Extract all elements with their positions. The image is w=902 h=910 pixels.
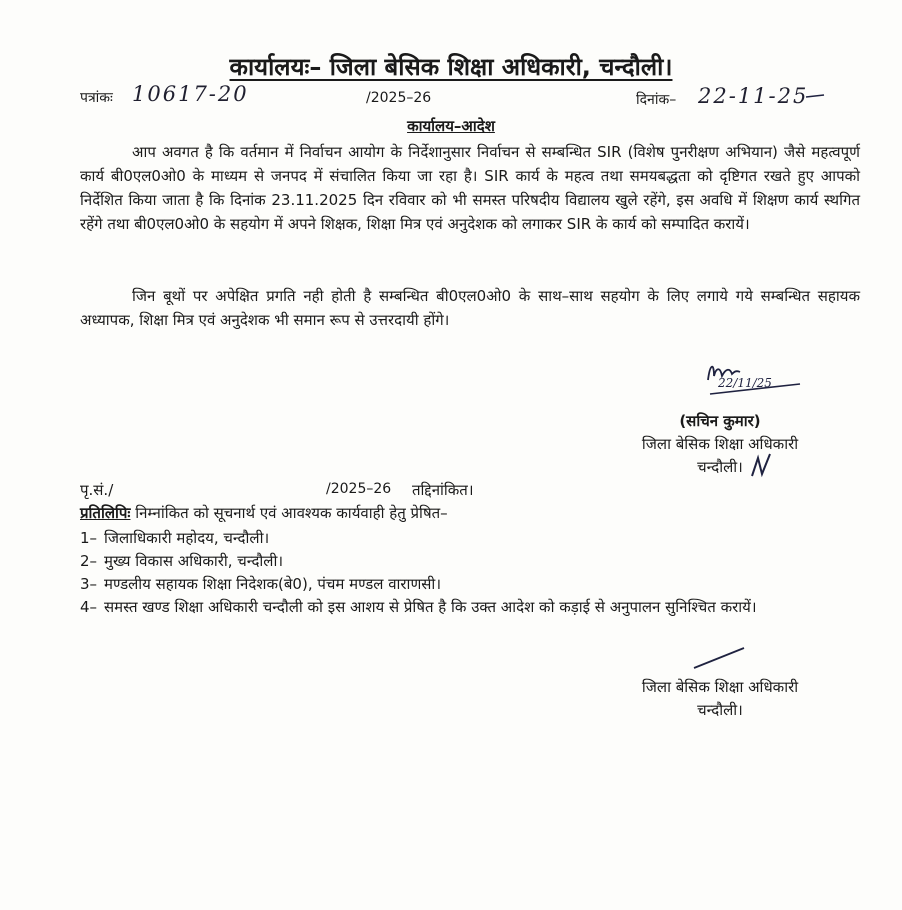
place-ink-mark: [748, 452, 778, 482]
patrank-label: पत्रांकः: [80, 90, 113, 106]
signatory-name: (सचिन कुमार): [679, 412, 761, 430]
endorsement-ref-label: पृ.सं./: [80, 481, 114, 499]
signatory-designation-2: जिला बेसिक शिक्षा अधिकारी: [641, 678, 799, 696]
office-heading: कार्यालयः– जिला बेसिक शिक्षा अधिकारी, चन्दौली।: [229, 53, 673, 81]
list-item: 1– जिलाधिकारी महोदय, चन्दौली।: [80, 529, 270, 547]
order-paragraph-2: जिन बूथों पर अपेक्षित प्रगति नही होती है सम्बन्धित बी0एल0ओ0 के साथ–साथ सहयोग के लिए लगाये गये सम्बन्धित सहायक अध्यापक, शिक्षा मित्र एवं अनुदेशक भी समान रूप से उत्तरदायी होंगे।: [80, 287, 860, 329]
list-item: 4– समस्त खण्ड शिक्षा अधिकारी चन्दौली को इस आशय से प्रेषित है कि उक्त आदेश को कड़ाई से अनुपालन सुनिश्चित करायें।: [80, 598, 757, 616]
signature-block-2: [622, 676, 818, 722]
patrank-number: 10617-20: [132, 82, 249, 106]
date-label: दिनांक–: [636, 92, 677, 108]
signatory-place: चन्दौली।: [697, 458, 743, 476]
date-value: 22-11-25: [698, 84, 809, 108]
endorsement-session: /2025–26: [326, 481, 392, 497]
signature-initials-date: 22/11/25: [718, 376, 772, 390]
order-paragraph-1: आप अवगत है कि वर्तमान में निर्वाचन आयोग के निर्देशानुसार निर्वाचन से सम्बन्धित SIR (विशेष पुनरीक्षण अभियान) जैसे महत्वपूर्ण कार्य बी0एल0ओ0 के माध्यम से जनपद में संचालित किया जा रहा है। SIR कार्य के महत्व तथा समयबद्धता को दृष्टिगत रखते हुए आपको निर्देशित किया जाता है कि दिनांक 23.11.2025 दिन रविवार को भी समस्त परिषदीय विद्यालय खुले रहेंगे, इस अवधि में शिक्षण कार्य स्थगित रहेंगे तथा बी0एल0ओ0 के सहयोग में अपने शिक्षक, शिक्षा मित्र एवं अनुदेशक को लगाकर SIR के कार्य को सम्पादित करायें।: [80, 143, 860, 233]
patrank-session: /2025–26: [366, 90, 432, 106]
list-item: 2– मुख्य विकास अधिकारी, चन्दौली।: [80, 552, 284, 570]
cc-line: [80, 503, 448, 523]
signatory-designation: जिला बेसिक शिक्षा अधिकारी: [641, 435, 799, 453]
second-signature-mark: [690, 644, 750, 674]
cc-label: प्रतिलिपिः: [80, 504, 131, 522]
endorsement-dated: तद्दिनांकित।: [412, 481, 474, 499]
signatory-place-2: चन्दौली।: [697, 701, 743, 719]
cc-text: निम्नांकित को सूचनार्थ एवं आवश्यक कार्यवाही हेतु प्रेषित–: [135, 504, 448, 522]
signature-block-1: [622, 410, 818, 479]
list-item: 3– मण्डलीय सहायक शिक्षा निदेशक(बे0), पंचम मण्डल वाराणसी।: [80, 575, 442, 593]
recipient-list: [80, 527, 860, 619]
date-stroke-mark: [806, 94, 826, 100]
order-title: कार्यालय–आदेश: [407, 117, 495, 135]
